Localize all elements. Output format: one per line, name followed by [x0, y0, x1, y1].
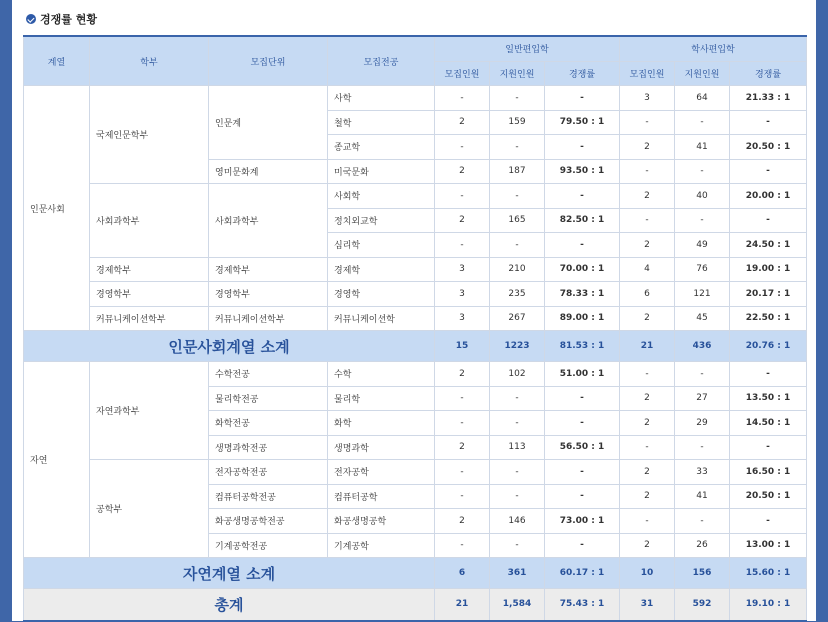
quota-cell: 2 [435, 362, 490, 387]
applicants-cell: - [675, 159, 730, 184]
quota-cell: 31 [620, 589, 675, 621]
header-general-transfer: 일반편입학 [435, 36, 620, 61]
rate-cell: 79.50 : 1 [545, 110, 620, 135]
header-row [24, 36, 807, 61]
quota-cell: - [620, 110, 675, 135]
quota-cell: 2 [620, 306, 675, 331]
unit-cell: 수학전공 [209, 362, 328, 387]
quota-cell: 2 [620, 135, 675, 160]
major-cell: 전자공학 [328, 460, 435, 485]
quota-cell: 15 [435, 331, 490, 362]
quota-cell: - [435, 233, 490, 258]
quota-cell: 2 [435, 509, 490, 534]
unit-cell: 인문계 [209, 86, 328, 160]
quota-cell: - [435, 386, 490, 411]
rate-cell: - [730, 362, 807, 387]
major-cell: 물리학 [328, 386, 435, 411]
faculty-cell: 사회과학부 [90, 184, 209, 258]
quota-cell: 2 [620, 533, 675, 558]
applicants-cell: 1,584 [490, 589, 545, 621]
table-row [24, 257, 807, 282]
table-row [24, 282, 807, 307]
major-cell: 기계공학 [328, 533, 435, 558]
total-row [24, 589, 807, 621]
major-cell: 화공생명공학 [328, 509, 435, 534]
major-cell: 화학 [328, 411, 435, 436]
rate-cell: - [545, 460, 620, 485]
table-row [24, 184, 807, 209]
applicants-cell: - [490, 386, 545, 411]
applicants-cell: 156 [675, 558, 730, 589]
applicants-cell: 76 [675, 257, 730, 282]
rate-cell: 16.50 : 1 [730, 460, 807, 485]
rate-cell: - [545, 411, 620, 436]
rate-cell: 51.00 : 1 [545, 362, 620, 387]
quota-cell: - [435, 460, 490, 485]
header-applicants: 지원인원 [675, 61, 730, 86]
rate-cell: 20.76 : 1 [730, 331, 807, 362]
major-cell: 심리학 [328, 233, 435, 258]
unit-cell: 컴퓨터공학전공 [209, 484, 328, 509]
quota-cell: - [435, 484, 490, 509]
table-row [24, 306, 807, 331]
applicants-cell: - [490, 484, 545, 509]
section-heading [26, 11, 97, 27]
subtotal-row [24, 558, 807, 589]
major-cell: 종교학 [328, 135, 435, 160]
table-row [24, 362, 807, 387]
major-cell: 경영학 [328, 282, 435, 307]
applicants-cell: 187 [490, 159, 545, 184]
rate-cell: - [545, 386, 620, 411]
rate-cell: 56.50 : 1 [545, 435, 620, 460]
rate-cell: 15.60 : 1 [730, 558, 807, 589]
rate-cell: 70.00 : 1 [545, 257, 620, 282]
quota-cell: 2 [435, 110, 490, 135]
unit-cell: 사회과학부 [209, 184, 328, 258]
rate-cell: 20.00 : 1 [730, 184, 807, 209]
applicants-cell: 165 [490, 208, 545, 233]
rate-cell: 24.50 : 1 [730, 233, 807, 258]
rate-cell: 14.50 : 1 [730, 411, 807, 436]
rate-cell: 13.00 : 1 [730, 533, 807, 558]
applicants-cell: - [490, 86, 545, 111]
rate-cell: - [730, 509, 807, 534]
content-card [12, 0, 816, 621]
header-major: 모집전공 [328, 36, 435, 86]
unit-cell: 영미문화계 [209, 159, 328, 184]
faculty-cell: 경영학부 [90, 282, 209, 307]
subtotal-row [24, 331, 807, 362]
rate-cell: 22.50 : 1 [730, 306, 807, 331]
applicants-cell: - [675, 509, 730, 534]
rate-cell: - [730, 435, 807, 460]
rate-cell: 60.17 : 1 [545, 558, 620, 589]
unit-cell: 전자공학전공 [209, 460, 328, 485]
major-cell: 경제학 [328, 257, 435, 282]
applicants-cell: 146 [490, 509, 545, 534]
quota-cell: 10 [620, 558, 675, 589]
rate-cell: 81.53 : 1 [545, 331, 620, 362]
quota-cell: 2 [620, 233, 675, 258]
quota-cell: 2 [620, 484, 675, 509]
quota-cell: 21 [620, 331, 675, 362]
rate-cell: 82.50 : 1 [545, 208, 620, 233]
header-faculty: 학부 [90, 36, 209, 86]
group-cell: 자연 [24, 362, 90, 558]
quota-cell: - [435, 184, 490, 209]
applicants-cell: 64 [675, 86, 730, 111]
rate-cell: 20.17 : 1 [730, 282, 807, 307]
rate-cell: - [730, 208, 807, 233]
applicants-cell: 210 [490, 257, 545, 282]
quota-cell: 2 [620, 460, 675, 485]
rate-cell: - [545, 233, 620, 258]
header-group: 계열 [24, 36, 90, 86]
applicants-cell: 592 [675, 589, 730, 621]
quota-cell: 3 [435, 282, 490, 307]
applicants-cell: 41 [675, 484, 730, 509]
applicants-cell: 267 [490, 306, 545, 331]
quota-cell: 6 [435, 558, 490, 589]
quota-cell: 2 [435, 435, 490, 460]
applicants-cell: 436 [675, 331, 730, 362]
section-title: 경쟁률 현황 [40, 13, 97, 26]
major-cell: 커뮤니케이션학 [328, 306, 435, 331]
header-rate: 경쟁률 [545, 61, 620, 86]
applicants-cell: - [675, 435, 730, 460]
applicants-cell: 45 [675, 306, 730, 331]
quota-cell: 2 [620, 184, 675, 209]
rate-cell: - [545, 135, 620, 160]
applicants-cell: 29 [675, 411, 730, 436]
quota-cell: 3 [620, 86, 675, 111]
header-applicants: 지원인원 [490, 61, 545, 86]
faculty-cell: 경제학부 [90, 257, 209, 282]
header-unit: 모집단위 [209, 36, 328, 86]
subtotal-label: 자연계열 소계 [24, 558, 435, 589]
applicants-cell: 49 [675, 233, 730, 258]
applicants-cell: - [490, 411, 545, 436]
major-cell: 컴퓨터공학 [328, 484, 435, 509]
major-cell: 생명과학 [328, 435, 435, 460]
applicants-cell: 1223 [490, 331, 545, 362]
applicants-cell: 26 [675, 533, 730, 558]
rate-cell: - [545, 533, 620, 558]
major-cell: 사학 [328, 86, 435, 111]
applicants-cell: 41 [675, 135, 730, 160]
applicants-cell: - [490, 135, 545, 160]
applicants-cell: - [675, 208, 730, 233]
unit-cell: 커뮤니케이션학부 [209, 306, 328, 331]
faculty-cell: 자연과학부 [90, 362, 209, 460]
rate-cell: 78.33 : 1 [545, 282, 620, 307]
rate-cell: - [545, 484, 620, 509]
major-cell: 철학 [328, 110, 435, 135]
applicants-cell: 33 [675, 460, 730, 485]
unit-cell: 기계공학전공 [209, 533, 328, 558]
applicants-cell: 40 [675, 184, 730, 209]
quota-cell: 3 [435, 257, 490, 282]
rate-cell: - [730, 110, 807, 135]
major-cell: 사회학 [328, 184, 435, 209]
unit-cell: 화학전공 [209, 411, 328, 436]
rate-cell: - [545, 184, 620, 209]
total-label: 총계 [24, 589, 435, 621]
header-quota: 모집인원 [620, 61, 675, 86]
quota-cell: 2 [620, 386, 675, 411]
subtotal-label: 인문사회계열 소계 [24, 331, 435, 362]
rate-cell: 20.50 : 1 [730, 484, 807, 509]
table-row [24, 460, 807, 485]
applicants-cell: 27 [675, 386, 730, 411]
header-quota: 모집인원 [435, 61, 490, 86]
faculty-cell: 커뮤니케이션학부 [90, 306, 209, 331]
quota-cell: 2 [435, 208, 490, 233]
quota-cell: - [620, 159, 675, 184]
applicants-cell: 159 [490, 110, 545, 135]
quota-cell: - [435, 135, 490, 160]
applicants-cell: 235 [490, 282, 545, 307]
unit-cell: 경영학부 [209, 282, 328, 307]
applicants-cell: 102 [490, 362, 545, 387]
applicants-cell: - [490, 233, 545, 258]
rate-cell: 75.43 : 1 [545, 589, 620, 621]
table-row [24, 86, 807, 111]
quota-cell: 3 [435, 306, 490, 331]
faculty-cell: 국제인문학부 [90, 86, 209, 184]
applicants-cell: - [490, 184, 545, 209]
applicants-cell: 121 [675, 282, 730, 307]
rate-cell: - [730, 159, 807, 184]
rate-cell: 13.50 : 1 [730, 386, 807, 411]
quota-cell: - [620, 509, 675, 534]
major-cell: 미국문화 [328, 159, 435, 184]
unit-cell: 물리학전공 [209, 386, 328, 411]
check-circle-icon [26, 14, 36, 24]
group-cell: 인문사회 [24, 86, 90, 331]
header-rate: 경쟁률 [730, 61, 807, 86]
unit-cell: 화공생명공학전공 [209, 509, 328, 534]
quota-cell: - [620, 435, 675, 460]
rate-cell: 73.00 : 1 [545, 509, 620, 534]
faculty-cell: 공학부 [90, 460, 209, 558]
quota-cell: 21 [435, 589, 490, 621]
applicants-cell: - [490, 460, 545, 485]
unit-cell: 생명과학전공 [209, 435, 328, 460]
applicants-cell: - [490, 533, 545, 558]
rate-cell: 21.33 : 1 [730, 86, 807, 111]
applicants-cell: - [675, 110, 730, 135]
applicants-cell: - [675, 362, 730, 387]
applicants-cell: 361 [490, 558, 545, 589]
rate-cell: - [545, 86, 620, 111]
quota-cell: - [620, 208, 675, 233]
unit-cell: 경제학부 [209, 257, 328, 282]
quota-cell: - [620, 362, 675, 387]
major-cell: 정치외교학 [328, 208, 435, 233]
quota-cell: - [435, 411, 490, 436]
applicants-cell: 113 [490, 435, 545, 460]
competition-rate-table [23, 35, 807, 622]
quota-cell: 2 [620, 411, 675, 436]
quota-cell: 2 [435, 159, 490, 184]
major-cell: 수학 [328, 362, 435, 387]
rate-cell: 19.00 : 1 [730, 257, 807, 282]
quota-cell: 6 [620, 282, 675, 307]
rate-cell: 20.50 : 1 [730, 135, 807, 160]
header-bachelor-transfer: 학사편입학 [620, 36, 807, 61]
rate-cell: 19.10 : 1 [730, 589, 807, 621]
rate-cell: 93.50 : 1 [545, 159, 620, 184]
quota-cell: 4 [620, 257, 675, 282]
rate-cell: 89.00 : 1 [545, 306, 620, 331]
quota-cell: - [435, 86, 490, 111]
quota-cell: - [435, 533, 490, 558]
